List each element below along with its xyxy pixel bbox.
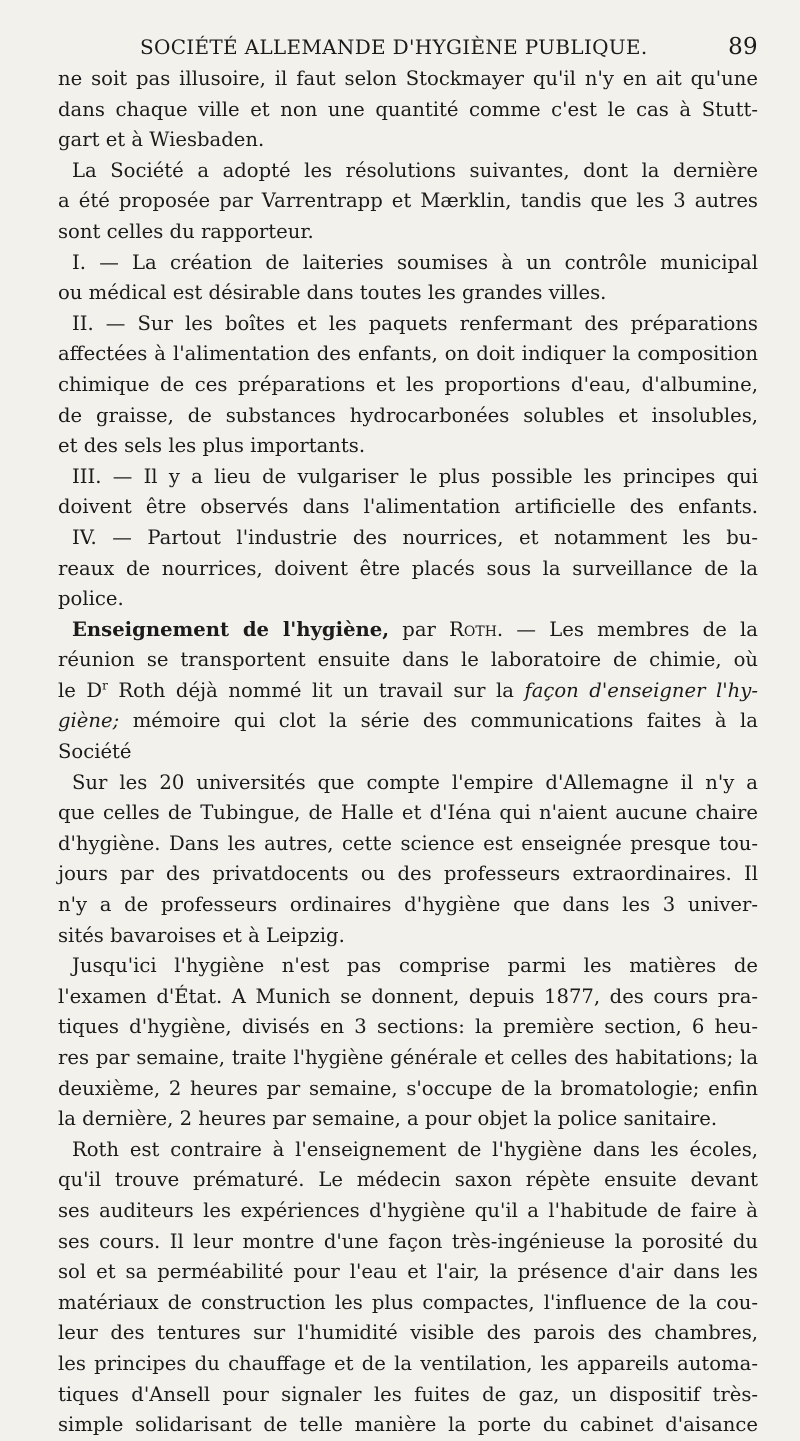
text-line: a été proposée par Varrentrapp et Mærklin, tandis que les 3 autres <box>58 189 758 213</box>
text-line: III. — Il y a lieu de vulgariser le plus possible les principes qui <box>72 464 758 488</box>
text-line: gart et à Wiesbaden. <box>58 128 265 152</box>
running-title: SOCIÉTÉ ALLEMANDE D'HYGIÈNE PUBLIQUE. <box>140 35 648 59</box>
text-line: Roth est contraire à l'enseignement de l'hygiène dans les écoles, <box>72 1137 758 1161</box>
text-line: Société <box>58 740 132 764</box>
text-line: les principes du chauffage et de la ventilation, les appareils automa- <box>58 1351 758 1375</box>
text-line: de graisse, de substances hydrocarbonées solubles et insolubles, <box>58 403 758 427</box>
text-line-with-italic <box>58 706 758 737</box>
heading-connector: par <box>389 617 450 641</box>
text-line: simple solidarisant de telle manière la porte du cabinet d'aisance <box>58 1413 758 1437</box>
text-line: chimique de ces préparations et les proportions d'eau, d'albumine, <box>58 372 758 396</box>
running-head <box>58 34 758 60</box>
section-heading-line <box>58 615 758 646</box>
text-line: deuxième, 2 heures par semaine, s'occupe de la bromatologie; enfin <box>58 1076 758 1100</box>
text-line: sol et sa perméabilité pour l'eau et l'air, la présence d'air dans les <box>58 1260 758 1284</box>
text-line: tiques d'hygiène, divisés en 3 sections: la première section, 6 heu- <box>58 1015 758 1039</box>
text-segment: mémoire qui clot la série des communications faites à la <box>119 709 758 733</box>
text-line: Sur les 20 universités que compte l'empire d'Allemagne il n'y a <box>72 770 758 794</box>
text-line: La Société a adopté les résolutions suivantes, dont la dernière <box>72 158 758 182</box>
text-line: que celles de Tubingue, de Halle et d'Iéna qui n'aient aucune chaire <box>58 801 758 825</box>
text-line: I. — La création de laiteries soumises à un contrôle municipal <box>72 250 758 274</box>
text-line: tiques d'Ansell pour signaler les fuites de gaz, un dispositif très- <box>58 1382 758 1406</box>
text-line: la dernière, 2 heures par semaine, a pour objet la police sanitaire. <box>58 1107 718 1131</box>
text-line: Jusqu'ici l'hygiène n'est pas comprise parmi les matières de <box>72 954 758 978</box>
text-line: doivent être observés dans l'alimentation artificielle des enfants. <box>58 495 758 519</box>
page-number: 89 <box>728 34 758 60</box>
text-line: ses cours. Il leur montre d'une façon très-ingénieuse la porosité du <box>58 1229 758 1253</box>
superscript: r <box>102 678 108 693</box>
text-line: jours par des privatdocents ou des professeurs extraordinaires. Il <box>58 862 758 886</box>
text-line: reaux de nourrices, doivent être placés sous la surveillance de la <box>58 556 758 580</box>
text-line: sités bavaroises et à Leipzig. <box>58 923 345 947</box>
text-line: II. — Sur les boîtes et les paquets renfermant des préparations <box>72 311 758 335</box>
text-line: réunion se transportent ensuite dans le laboratoire de chimie, où <box>58 648 758 672</box>
text-line: et des sels les plus importants. <box>58 434 366 458</box>
text-line: affectées à l'alimentation des enfants, on doit indiquer la composition <box>58 342 758 366</box>
text-line: ou médical est désirable dans toutes les grandes villes. <box>58 281 607 305</box>
text-line-with-italic <box>58 676 758 707</box>
text-line: l'examen d'État. A Munich se donnent, depuis 1877, des cours pra- <box>58 984 758 1008</box>
text-line: res par semaine, traite l'hygiène générale et celles des habitations; la <box>58 1046 758 1069</box>
text-line: IV. — Partout l'industrie des nourrices, et notamment les bu- <box>72 525 758 549</box>
text-line: qu'il trouve prématuré. Le médecin saxon répète ensuite devant <box>58 1168 758 1192</box>
text-segment: Roth déjà nommé lit un travail sur la <box>107 678 525 702</box>
body-text <box>58 64 758 1441</box>
text-line: d'hygiène. Dans les autres, cette science est enseignée presque tou- <box>58 831 758 855</box>
text-line: police. <box>58 587 124 611</box>
text-line: sont celles du rapporteur. <box>58 219 314 243</box>
heading-rest: — Les membres de la <box>503 617 758 641</box>
italic-title: façon d'enseigner l'hy- <box>524 678 758 702</box>
section-heading: Enseignement de l'hygiène, <box>72 617 390 641</box>
text-line: ses auditeurs les expériences d'hygiène qu'il a l'habitude de faire à <box>58 1198 758 1222</box>
text-line: ne soit pas illusoire, il faut selon Stockmayer qu'il n'y en ait qu'une <box>58 67 758 90</box>
italic-title-end: giène; <box>58 709 120 733</box>
author-name: Roth. <box>449 617 504 641</box>
text-line: leur des tentures sur l'humidité visible des parois des chambres, <box>58 1321 758 1345</box>
text-line: n'y a de professeurs ordinaires d'hygiène que dans les 3 univer- <box>58 893 758 917</box>
text-segment: le D <box>58 678 103 702</box>
text-line: dans chaque ville et non une quantité comme c'est le cas à Stutt- <box>58 97 758 121</box>
text-line: matériaux de construction les plus compactes, l'influence de la cou- <box>58 1290 758 1314</box>
